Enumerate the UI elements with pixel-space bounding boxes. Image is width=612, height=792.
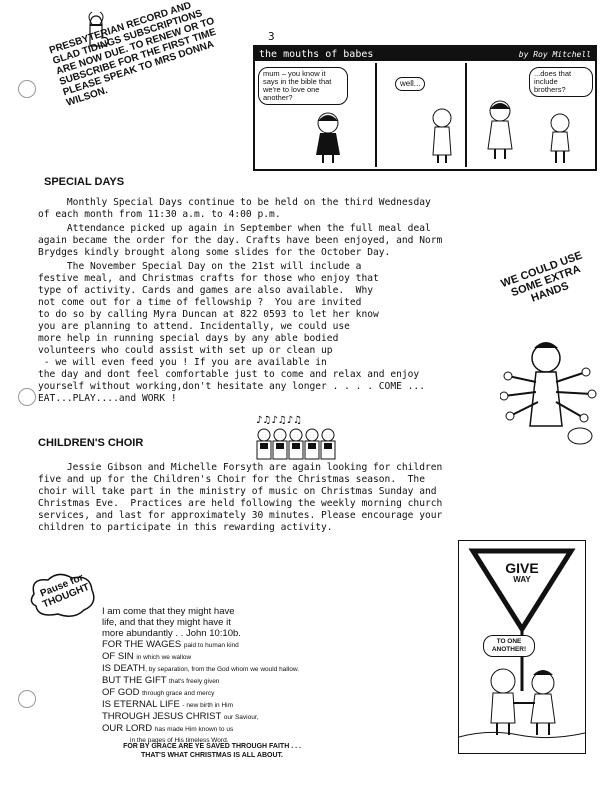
verse-line: I am come that they might have bbox=[102, 606, 235, 617]
boy-figure-icon bbox=[545, 113, 575, 165]
special-days-paragraph: The November Special Day on the 21st will include a festive meal, and Christmas crafts for those who enjoy that type of activity. Cards and games are also available. Why not come out for a time of fellowship ? You are invited to do so by calling Myra Duncan at 822 0593 to let her know you are planning to attend. Incidentally, we could use more help in running special days by any able bodied volunteers who could assist with set up or clean up - we will even feed you ! If you are available in the day and dont feel comfortable just to come and relax and enjoy yourself without working,don't hesitate any longer . . . . COME ... EAT...PLAY....and WORK ! bbox=[38, 261, 425, 404]
closing-line: FOR BY GRACE ARE YE SAVED THROUGH FAITH . . . bbox=[123, 743, 301, 750]
verse-line: BUT THE GIFT bbox=[102, 675, 167, 686]
mother-figure-icon bbox=[425, 107, 459, 165]
verse-note: in the pages of His timeless Word. bbox=[130, 737, 229, 744]
scripture-verse bbox=[102, 606, 322, 746]
verse-note: our Saviour, bbox=[223, 714, 259, 721]
pause-for-thought-badge bbox=[28, 572, 98, 618]
sign-line: GIVE bbox=[505, 560, 539, 576]
verse-note: , by separation, from the God whom we would hallow. bbox=[145, 666, 300, 673]
special-days-heading: SPECIAL DAYS bbox=[44, 176, 125, 188]
give-way-sign-text bbox=[459, 561, 585, 585]
punch-hole bbox=[18, 388, 36, 406]
comic-strip bbox=[253, 45, 597, 171]
verse-note: has made Him known to us bbox=[154, 726, 234, 733]
speech-bubble: mum – you know it says in the bible that we're to love one another? bbox=[258, 67, 348, 105]
pause-badge-text: Pause for THOUGHT bbox=[38, 572, 92, 611]
special-days-paragraph: Attendance picked up again in September when the full meal deal again became the order for the day. Crafts have been enjoyed, and Norm Brydges kindly brought along some slides for the October Day. bbox=[38, 223, 443, 258]
verse-line: THROUGH JESUS CHRIST bbox=[102, 711, 222, 722]
speech-bubble: well... bbox=[395, 77, 425, 91]
speech-bubble: TO ONE ANOTHER! bbox=[483, 635, 535, 657]
sign-line: WAY bbox=[513, 575, 531, 584]
girl-figure-icon bbox=[483, 99, 517, 163]
punch-hole bbox=[18, 690, 36, 708]
verse-note: that's freely given bbox=[169, 678, 220, 685]
two-children-icon bbox=[481, 665, 567, 739]
childrens-choir-heading: CHILDREN'S CHOIR bbox=[38, 437, 144, 449]
choir-children-icon bbox=[254, 413, 344, 461]
punch-hole bbox=[18, 80, 36, 98]
verse-line: IS DEATH bbox=[102, 663, 146, 674]
comic-panel bbox=[375, 63, 467, 167]
svg-text:♪♫♪♫♪♫: ♪♫♪♫♪♫ bbox=[256, 415, 303, 426]
extra-hands-caption: WE COULD USE SOME EXTRA HANDS bbox=[499, 249, 584, 305]
girl-figure-icon bbox=[311, 111, 345, 165]
verse-line: life, and that they might have it bbox=[102, 617, 231, 628]
speech-bubble: ...does that include brothers? bbox=[529, 67, 593, 97]
verse-line: OF GOD bbox=[102, 687, 140, 698]
verse-line: OUR LORD bbox=[102, 723, 153, 734]
comic-panel bbox=[255, 63, 377, 167]
verse-note: in which we wallow bbox=[136, 654, 192, 661]
comic-title: the mouths of babes bbox=[259, 48, 374, 60]
special-days-paragraph: Monthly Special Days continue to be held on the third Wednesday of each month from 11:30 a.m. to 4:00 p.m. bbox=[38, 197, 431, 220]
closing-verse bbox=[102, 742, 322, 760]
closing-line: THAT'S WHAT CHRISTMAS IS ALL ABOUT. bbox=[141, 752, 283, 759]
many-hands-figure-icon bbox=[500, 336, 600, 446]
childrens-choir-paragraph: Jessie Gibson and Michelle Forsyth are again looking for children five and up for the Children's Choir for the Christmas season. The choir will take part in the ministry of music on Christmas Sunday and Christmas Eve. Practices are held following the weekly morning church services, and last for approximately 30 minutes. Please encourage your children to participate in this rewarding activity. bbox=[38, 462, 443, 533]
verse-note: paid to human kind bbox=[183, 642, 239, 649]
give-way-illustration bbox=[458, 540, 586, 754]
verse-line: FOR THE WAGES bbox=[102, 639, 182, 650]
page-number: 3 bbox=[268, 30, 275, 43]
comic-author: by Roy Mitchell bbox=[518, 49, 591, 59]
verse-line: IS ETERNAL LIFE bbox=[102, 699, 180, 710]
subscription-notice: PRESBYTERIAN RECORD AND GLAD TIDINGS SUBSCRIPTIONS ARE NOW DUE. TO RENEW OR TO SUBSCRIBE FOR THE FIRST TIME PLEASE SPEAK TO MRS DONNA WILSON. bbox=[48, 0, 218, 109]
verse-line: more abundantly . . John 10:10b. bbox=[102, 628, 241, 639]
comic-panel bbox=[465, 63, 591, 167]
verse-line: OF SIN bbox=[102, 651, 134, 662]
verse-note: through grace and mercy bbox=[142, 690, 215, 697]
verse-note: - new birth in Him bbox=[182, 702, 233, 709]
